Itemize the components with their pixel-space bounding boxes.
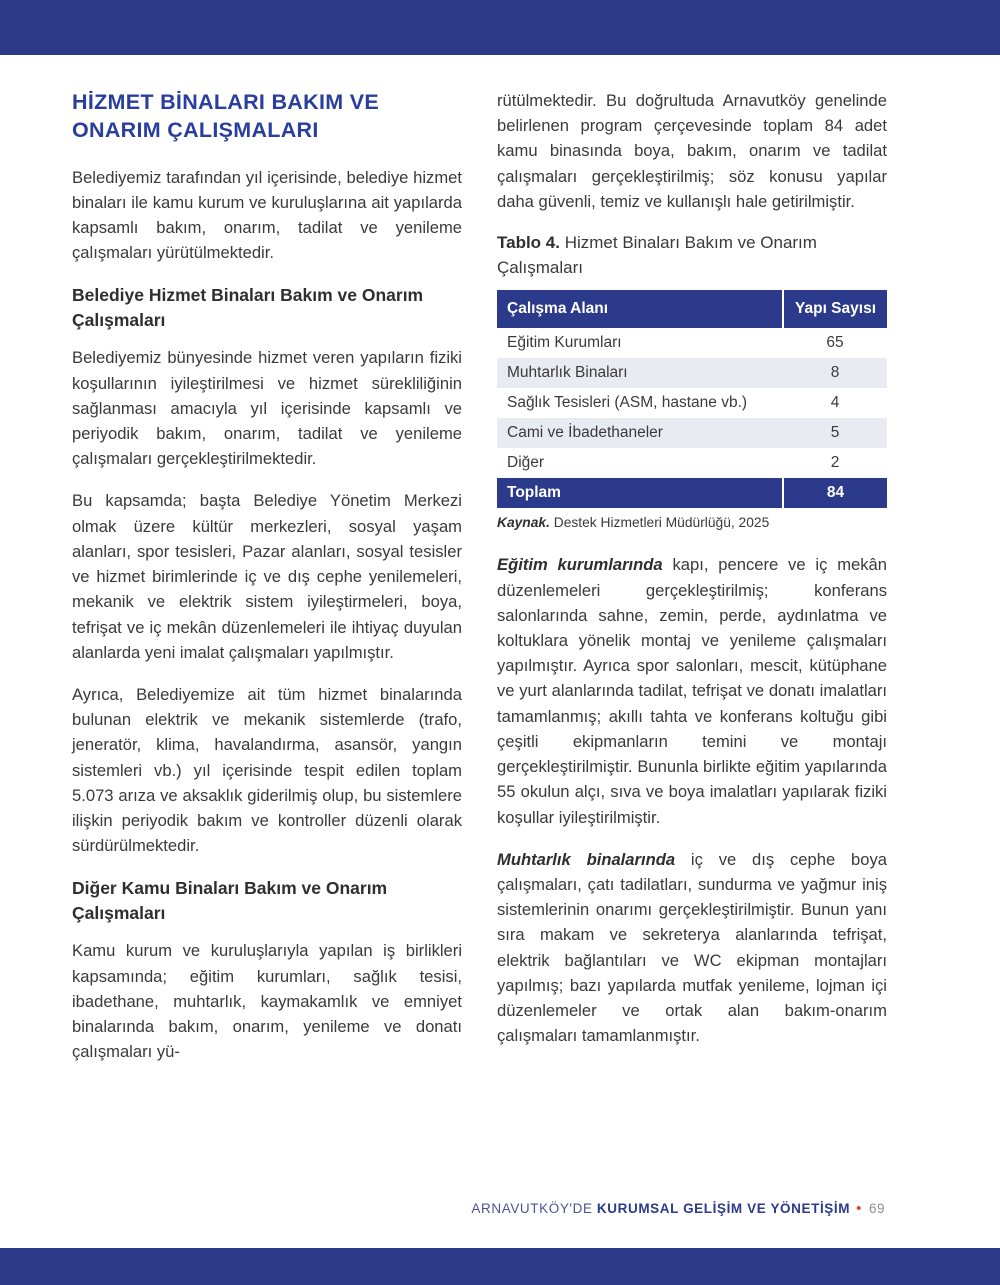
table-cell-value: 8	[830, 364, 840, 382]
table-cell-label: Sağlık Tesisleri (ASM, hastane vb.)	[507, 394, 748, 412]
table-row	[497, 448, 887, 478]
section-heading: Diğer Kamu Binaları Bakım ve Onarım Çalışmaları	[72, 877, 388, 923]
bottom-accent-bar	[0, 1248, 1000, 1285]
table-caption-text: Hizmet Binaları Bakım ve Onarım Çalışmaları	[497, 233, 817, 277]
top-accent-bar	[0, 0, 1000, 55]
section-heading: Belediye Hizmet Binaları Bakım ve Onarım Çalışmaları	[72, 284, 424, 330]
page-footer	[0, 1200, 885, 1217]
paragraph-lead: Eğitim kurumlarında	[497, 555, 663, 575]
table-cell-value: 4	[830, 394, 840, 412]
paragraph	[497, 847, 887, 1049]
paragraph: Kamu kurum ve kuruluşlarıyla yapılan iş birlikleri kapsamında; eğitim kurumları, sağlık tesisi, ibadethane, muhtarlık, kaymakamlık ve emniyet binalarında bakım, onarım, yenileme ve donatı çalışmaları yü-	[72, 941, 462, 1062]
table-source-text: Destek Hizmetleri Müdürlüğü, 2025	[549, 515, 770, 531]
table-cell-label: Cami ve İbadethaneler	[507, 424, 663, 442]
maintenance-table	[497, 290, 887, 508]
table-row	[497, 388, 887, 418]
table-cell-label: Diğer	[507, 454, 545, 472]
paragraph: Belediyemiz tarafından yıl içerisinde, belediye hizmet binaları ile kamu kurum ve kuruluşlarına ait yapılarda kapsamlı bakım, onarım, tadilat ve yenileme çalışmaları yürütülmektedir.	[72, 167, 462, 263]
paragraph-lead: Muhtarlık binalarında	[497, 849, 676, 869]
paragraph: Belediyemiz bünyesinde hizmet veren yapıların fiziki koşullarının iyileştirilmesi ve hizmet sürekliliğinin sağlanması amacıyla yıl içerisinde kapsamlı ve periyodik bakım, onarım, tadilat ve yenileme çalışmaları gerçekleştirilmektedir.	[72, 348, 462, 469]
table-cell-value: 65	[826, 334, 844, 352]
table-source-label: Kaynak.	[497, 515, 550, 531]
table-total-row	[497, 478, 887, 508]
table-total-label: Toplam	[497, 478, 783, 508]
paragraph: Bu kapsamda; başta Belediye Yönetim Merkezi olmak üzere kültür merkezleri, sosyal yaşam alanları, spor tesisleri, Pazar alanları, sosyal tesisler ve hizmet birimlerinde iç ve dış cephe yenilemeleri, mekanik ve elektrik sistem iyileştirmeleri, boya, tefrişat ve iç mekân düzenlemeleri ile ihtiyaç duyulan alanlarda yeni imalat çalışmaları yapılmıştır.	[72, 491, 462, 662]
paragraph-text: iç ve dış cephe boya çalışmaları, çatı tadilatları, sundurma ve yağmur iniş sistemlerinin onarımı gerçekleştirilmiştir. Bunun yanı sıra makam ve sekreterya alanlarında tefrişat, elektrik bağlantıları ve WC ekipman montajları yapılmış; bazı yapılarda mutfak yenileme, lojman içi düzenlemeler ve ortak alan bakım-onarım çalışmaları tamamlanmıştır.	[497, 849, 887, 1046]
table-row	[497, 328, 887, 358]
page-number: 69	[868, 1201, 885, 1216]
paragraph	[497, 552, 887, 829]
table-cell-value: 2	[830, 454, 840, 472]
table-source	[497, 515, 887, 530]
paragraph-text: kapı, pencere ve iç mekân düzenlemeleri gerçekleştirilmiş; konferans salonlarında sahne, zemin, perde, aydınlatma ve koltuklara yönelik montaj ve yenileme çalışmaları yapılmıştır. Ayrıca spor salonları, mescit, kütüphane ve yurt alanlarında tadilat, tefrişat ve donatı imalatları tamamlanmış; akıllı tahta ve konferans koltuğu gibi çeşitli ekipmanların temini ve montajı gerçekleştirilmiştir. Bununla birlikte eğitim yapılarında 55 okulun alçı, sıva ve boya imalatları yapılarak fiziki koşullar iyileştirilmiştir.	[497, 555, 888, 827]
table-total-value: 84	[826, 484, 845, 502]
table-caption	[497, 231, 887, 280]
footer-bullet-icon: •	[856, 1200, 862, 1217]
footer-title: KURUMSAL GELİŞİM VE YÖNETİŞİM	[596, 1201, 851, 1216]
table-caption-number: Tablo 4.	[497, 233, 560, 253]
paragraph: rütülmektedir. Bu doğrultuda Arnavutköy genelinde belirlenen program çerçevesinde toplam 84 adet kamu binasında boya, bakım, onarım ve tadilat çalışmaları gerçekleştirilmiş; söz konusu yapılar daha güvenli, temiz ve kullanışlı hale getirilmiştir.	[497, 91, 887, 211]
footer-prefix: ARNAVUTKÖY'DE	[471, 1201, 597, 1216]
table-cell-value: 5	[830, 424, 840, 442]
page-title: HİZMET BİNALARI BAKIM VE ONARIM ÇALIŞMALARI	[72, 90, 379, 143]
table-cell-label: Muhtarlık Binaları	[507, 364, 628, 382]
table-row	[497, 358, 887, 388]
left-column	[72, 88, 462, 1081]
table-header-row	[497, 290, 887, 328]
right-column	[497, 88, 887, 1066]
table-cell-label: Eğitim Kurumları	[507, 334, 622, 352]
table-header-yapi-sayisi: Yapı Sayısı	[795, 300, 876, 318]
table-header-calisma-alani: Çalışma Alanı	[497, 290, 783, 328]
table-row	[497, 418, 887, 448]
paragraph: Ayrıca, Belediyemize ait tüm hizmet binalarında bulunan elektrik ve mekanik sistemlerde (trafo, jeneratör, klima, havalandırma, asansör, yangın sistemleri vb.) yıl içerisinde tespit edilen toplam 5.073 arıza ve aksaklık giderilmiş olup, bu sistemlere ilişkin periyodik bakım ve kontroller düzenli olarak sürdürülmektedir.	[72, 685, 462, 856]
